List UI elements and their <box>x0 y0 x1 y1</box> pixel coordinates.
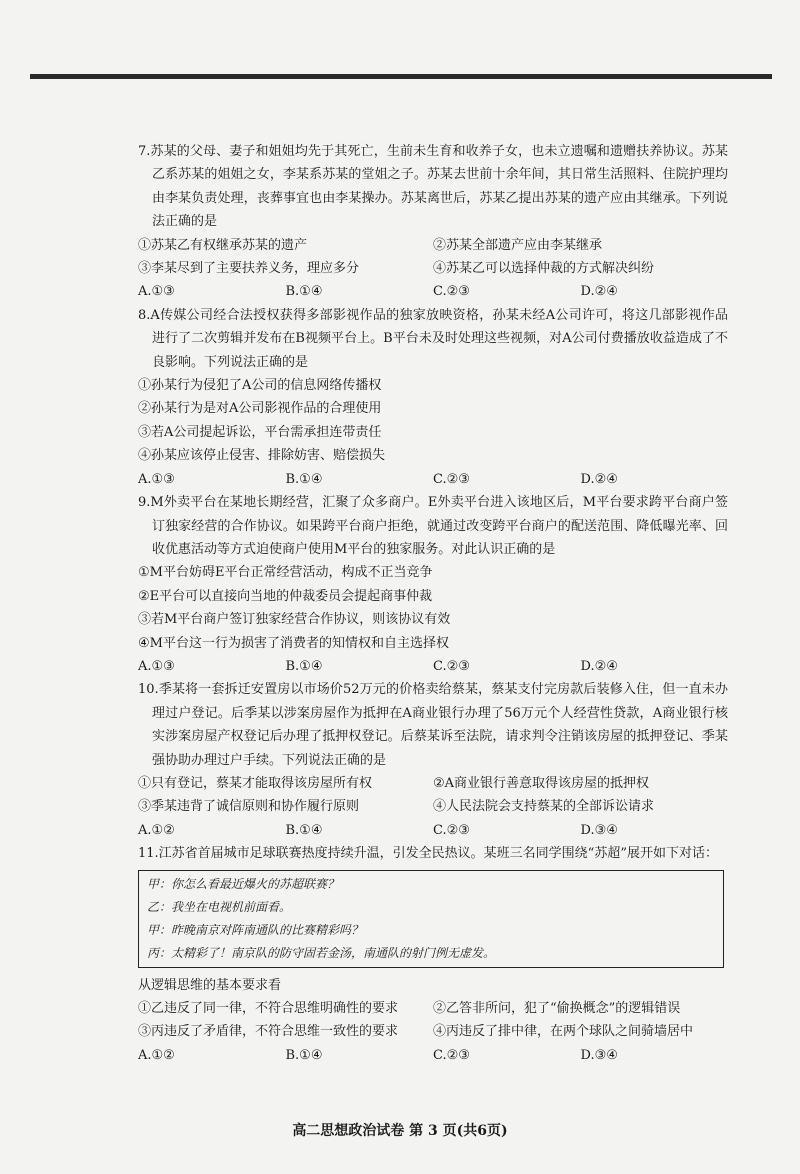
answer-choices <box>138 819 728 842</box>
question-7 <box>138 140 728 304</box>
answer-choices <box>138 655 728 678</box>
answer-choices <box>138 468 728 491</box>
answer-choice: A.①③ <box>138 658 175 674</box>
option: ③若A公司提起诉讼，平台需承担连带责任 <box>138 424 382 440</box>
option: ①M平台妨碍E平台正常经营活动，构成不正当竞争 <box>138 565 433 581</box>
question-stem: 11.江苏省首届城市足球联赛热度持续升温，引发全民热议。某班三名同学围绕“苏超”展开如下对话： <box>138 846 718 862</box>
exam-page <box>138 140 728 1067</box>
question-11 <box>138 842 728 1067</box>
answer-choice: C.②③ <box>433 822 470 838</box>
option: ③李某尽到了主要扶养义务，理应多分 <box>138 261 360 277</box>
answer-choice: A.①③ <box>138 284 175 300</box>
option: ④孙某应该停止侵害、排除妨害、赔偿损失 <box>138 448 386 464</box>
option-row <box>138 257 728 280</box>
question-stem: 10.季某将一套拆迁安置房以市场价52万元的价格卖给蔡某，蔡某支付完房款后装修入住，但一直未办理过户登记。后季某以涉案房屋作为抵押在A商业银行办理了56万元个人经营性贷款，A商业银行核实涉案房屋产权登记后办理了抵押权登记。后蔡某诉至法院，请求判令注销该房屋的抵押登记、季某强协助办理过户手续。下列说法正确的是 <box>138 682 728 768</box>
question-10 <box>138 678 728 842</box>
option: ④丙违反了排中律，在两个球队之间骑墙居中 <box>433 1024 694 1040</box>
option: ②苏某全部遗产应由李某继承 <box>433 237 603 253</box>
answer-choice: A.①③ <box>138 471 175 487</box>
dialog-line: 丙：太精彩了！南京队的防守固若金汤，南通队的射门例无虚发。 <box>147 945 496 960</box>
question-8 <box>138 304 728 491</box>
option: ④M平台这一行为损害了消费者的知情权和自主选择权 <box>138 635 449 651</box>
page-footer: 高二思想政治试卷 第 3 页(共6页) <box>292 1123 508 1139</box>
option: ②E平台可以直接向当地的仲裁委员会提起商事仲裁 <box>138 588 433 604</box>
answer-choice: D.②④ <box>580 471 618 487</box>
answer-choice: D.②④ <box>580 658 618 674</box>
question-prompt: 从逻辑思维的基本要求看 <box>138 977 282 993</box>
question-stem: 7.苏某的父母、妻子和姐姐均先于其死亡，生前未生育和收养子女，也未立遗嘱和遗赠扶养协议。苏某乙系苏某的姐姐之女，李某系苏某的堂姐之子。苏某去世前十余年间，其日常生活照料、住院护理均由李某负责处理，丧葬事宜也由李某操办。苏某离世后，苏某乙提出苏某的遗产应由其继承。下列说法正确的是 <box>138 144 728 230</box>
answer-choices <box>138 1044 728 1067</box>
option: ③若M平台商户签订独家经营合作协议，则该协议有效 <box>138 612 451 628</box>
option: ③季某违背了诚信原则和协作履行原则 <box>138 799 360 815</box>
answer-choice: B.①④ <box>285 1047 323 1063</box>
answer-choice: B.①④ <box>285 658 323 674</box>
option: ④苏某乙可以选择仲裁的方式解决纠纷 <box>433 261 655 277</box>
dialog-line: 乙：我坐在电视机前面看。 <box>147 899 292 914</box>
option: ④人民法院会支持蔡某的全部诉讼请求 <box>433 799 655 815</box>
answer-choice: C.②③ <box>433 658 470 674</box>
option: ①孙某行为侵犯了A公司的信息网络传播权 <box>138 378 382 394</box>
option: ①只有登记，蔡某才能取得该房屋所有权 <box>138 775 373 791</box>
answer-choice: C.②③ <box>433 1047 470 1063</box>
answer-choices <box>138 280 728 303</box>
answer-choice: D.②④ <box>580 284 618 300</box>
option: ①乙违反了同一律，不符合思维明确性的要求 <box>138 1001 399 1016</box>
answer-choice: C.②③ <box>433 471 470 487</box>
question-stem: 8.A传媒公司经合法授权获得多部影视作品的独家放映资格，孙某未经A公司许可，将这几部影视作品进行了二次剪辑并发布在B视频平台上。B平台未及时处理这些视频，对A公司付费播放收益造成了不良影响。下列说法正确的是 <box>138 307 728 370</box>
option-row <box>138 997 728 1020</box>
option: ①苏某乙有权继承苏某的遗产 <box>138 237 308 253</box>
option: ③丙违反了矛盾律，不符合思维一致性的要求 <box>138 1024 399 1040</box>
option: ②孙某行为是对A公司影视作品的合理使用 <box>138 401 382 417</box>
question-stem: 9.M外卖平台在某地长期经营，汇聚了众多商户。E外卖平台进入该地区后，M平台要求跨平台商户签订独家经营的合作协议。如果跨平台商户拒绝，就通过改变跨平台商户的配送范围、降低曝光率、回收优惠活动等方式迫使商户使用M平台的独家服务。对此认识正确的是 <box>138 495 728 557</box>
option: ②乙答非所问，犯了“偷换概念”的逻辑错误 <box>433 1001 681 1016</box>
dialog-line: 甲：昨晚南京对阵南通队的比赛精彩吗？ <box>147 922 364 937</box>
option-row <box>138 772 728 795</box>
answer-choice: B.①④ <box>285 284 323 300</box>
answer-choice: A.①② <box>138 1047 175 1063</box>
option: ②A商业银行善意取得该房屋的抵押权 <box>433 775 650 791</box>
answer-choice: D.③④ <box>580 1047 618 1063</box>
dialog-box <box>138 870 724 968</box>
answer-choice: C.②③ <box>433 284 470 300</box>
option-row <box>138 1020 728 1043</box>
answer-choice: D.③④ <box>580 822 618 838</box>
answer-choice: A.①② <box>138 822 175 838</box>
top-border-line <box>30 74 772 79</box>
answer-choice: B.①④ <box>285 471 323 487</box>
answer-choice: B.①④ <box>285 822 323 838</box>
dialog-line: 甲：你怎么看最近爆火的苏超联赛？ <box>147 876 340 891</box>
option-row <box>138 795 728 818</box>
option-row <box>138 234 728 257</box>
question-9 <box>138 491 728 678</box>
